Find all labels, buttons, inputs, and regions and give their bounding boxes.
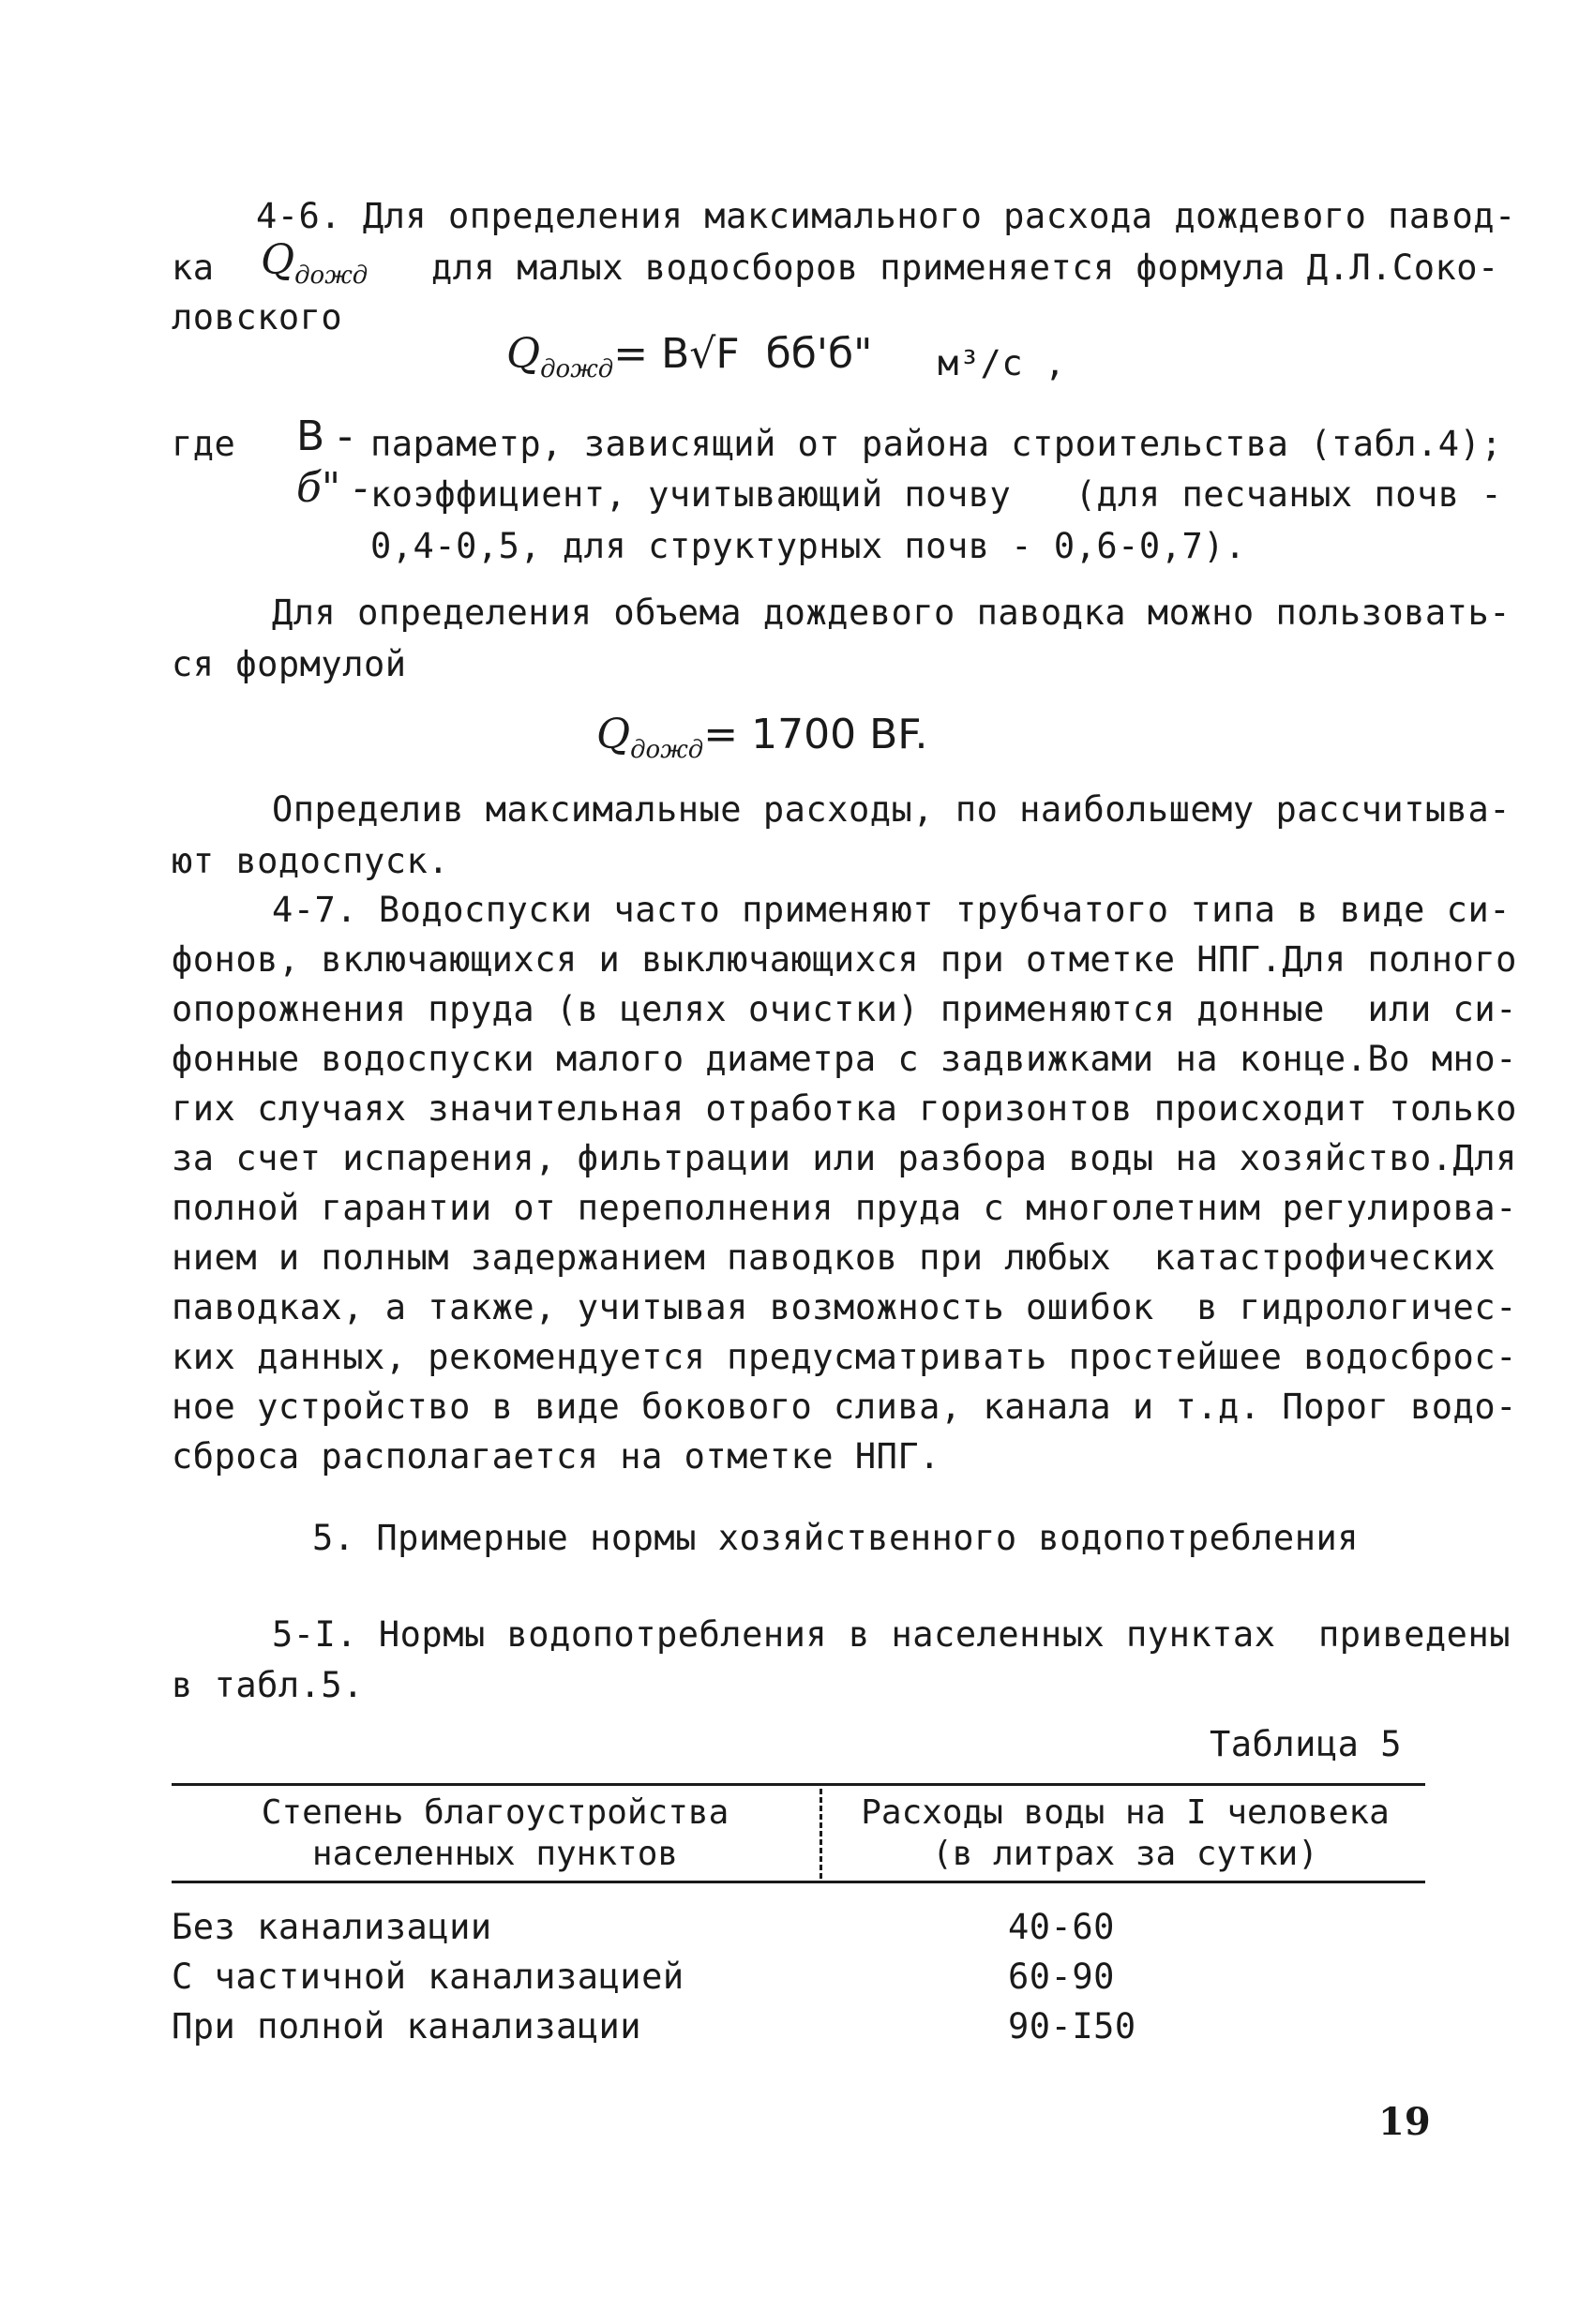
table-row-3-name: При полной канализации bbox=[172, 2006, 642, 2047]
formula-volume: $Q_{дожд}= 1700$ BF. bbox=[596, 711, 928, 764]
paragraph-4-7-line-7: полной гарантии от переполнения пруда с многолетним регулирова- bbox=[172, 1188, 1517, 1228]
paragraph-4-6-line-1: 4-6. Для определения максимального расхода дождевого павод- bbox=[256, 196, 1516, 236]
formula-max-discharge: $Q_{дожд}= B√F$ бб'б" bbox=[506, 330, 873, 383]
paragraph-4-6-line-3: ловского bbox=[172, 297, 343, 337]
symbol-b: B - bbox=[296, 412, 353, 460]
paragraph-4-7-line-2: фонов, включающихся и выключающихся при отметке НПГ.Для полного bbox=[172, 939, 1517, 980]
table-header-rule bbox=[172, 1881, 1425, 1883]
table-row-2-name: С частичной канализацией bbox=[172, 1957, 684, 1997]
paragraph-4-7-line-10: ких данных, рекомендуется предусматривать простейшее водосброс- bbox=[172, 1337, 1517, 1377]
definition-sigma-2: 0,4-0,5, для структурных почв - 0,6-0,7). bbox=[370, 526, 1246, 566]
paragraph-4-6-line-2: для малых водосборов применяется формула Д.Л.Соко- bbox=[431, 247, 1499, 288]
paragraph-4-7-line-3: опорожнения пруда (в целях очистки) применяются донные или си- bbox=[172, 989, 1517, 1029]
paragraph-max-line-2: ют водоспуск. bbox=[172, 841, 450, 881]
symbol-sigma: б" - bbox=[296, 464, 368, 512]
section-5-heading: 5. Примерные нормы хозяйственного водопотребления bbox=[312, 1518, 1360, 1558]
page-number: 19 bbox=[1378, 2100, 1431, 2144]
paragraph-volume-line-2: ся формулой bbox=[172, 644, 407, 684]
paragraph-4-7-line-4: фонные водоспуски малого диаметра с задвижками на конце.Во мно- bbox=[172, 1039, 1517, 1079]
table-row-1-name: Без канализации bbox=[172, 1907, 492, 1947]
paragraph-5-1-line-2: в табл.5. bbox=[172, 1665, 364, 1705]
paragraph-4-6-line-2-prefix: ка bbox=[172, 247, 215, 288]
table-top-rule bbox=[172, 1783, 1425, 1786]
table-row-2-value: 60-90 bbox=[1008, 1957, 1115, 1997]
table-header-col-2: Расходы воды на I человека (в литрах за сутки) bbox=[861, 1793, 1390, 1873]
paragraph-4-7-line-5: гих случаях значительная отработка горизонтов происходит только bbox=[172, 1088, 1517, 1129]
definition-b: параметр, зависящий от района строительства (табл.4); bbox=[370, 424, 1503, 464]
q-rain-symbol: $Q_{дожд}$ bbox=[261, 236, 368, 290]
paragraph-5-1-line-1: 5-I. Нормы водопотребления в населенных пунктах приведены bbox=[272, 1614, 1511, 1655]
paragraph-4-7-line-9: паводках, а также, учитывая возможность ошибок в гидрологичес- bbox=[172, 1287, 1517, 1327]
paragraph-volume-line-1: Для определения объема дождевого паводка можно пользовать- bbox=[272, 592, 1511, 633]
table-row-3-value: 90-I50 bbox=[1008, 2006, 1136, 2047]
table-header-col-1: Степень благоустройства населенных пунктов bbox=[261, 1793, 729, 1873]
paragraph-4-7-line-12: сброса располагается на отметке НПГ. bbox=[172, 1436, 940, 1477]
paragraph-4-7-line-6: за счет испарения, фильтрации или разбора воды на хозяйство.Для bbox=[172, 1138, 1517, 1178]
where-label: где bbox=[172, 424, 236, 464]
paragraph-4-7-line-11: ное устройство в виде бокового слива, канала и т.д. Порог водо- bbox=[172, 1387, 1517, 1427]
table-column-separator bbox=[820, 1789, 822, 1879]
formula-unit: м³/с , bbox=[938, 343, 1066, 383]
paragraph-max-line-1: Определив максимальные расходы, по наибольшему рассчитыва- bbox=[272, 789, 1511, 830]
table-row-1-value: 40-60 bbox=[1008, 1907, 1115, 1947]
table-caption: Таблица 5 bbox=[1210, 1724, 1402, 1764]
paragraph-4-7-line-1: 4-7. Водоспуски часто применяют трубчатого типа в виде си- bbox=[272, 890, 1511, 930]
definition-sigma-1: коэффициент, учитывающий почву (для песчаных почв - bbox=[370, 474, 1503, 515]
paragraph-4-7-line-8: нием и полным задержанием паводков при любых катастрофических bbox=[172, 1237, 1496, 1278]
